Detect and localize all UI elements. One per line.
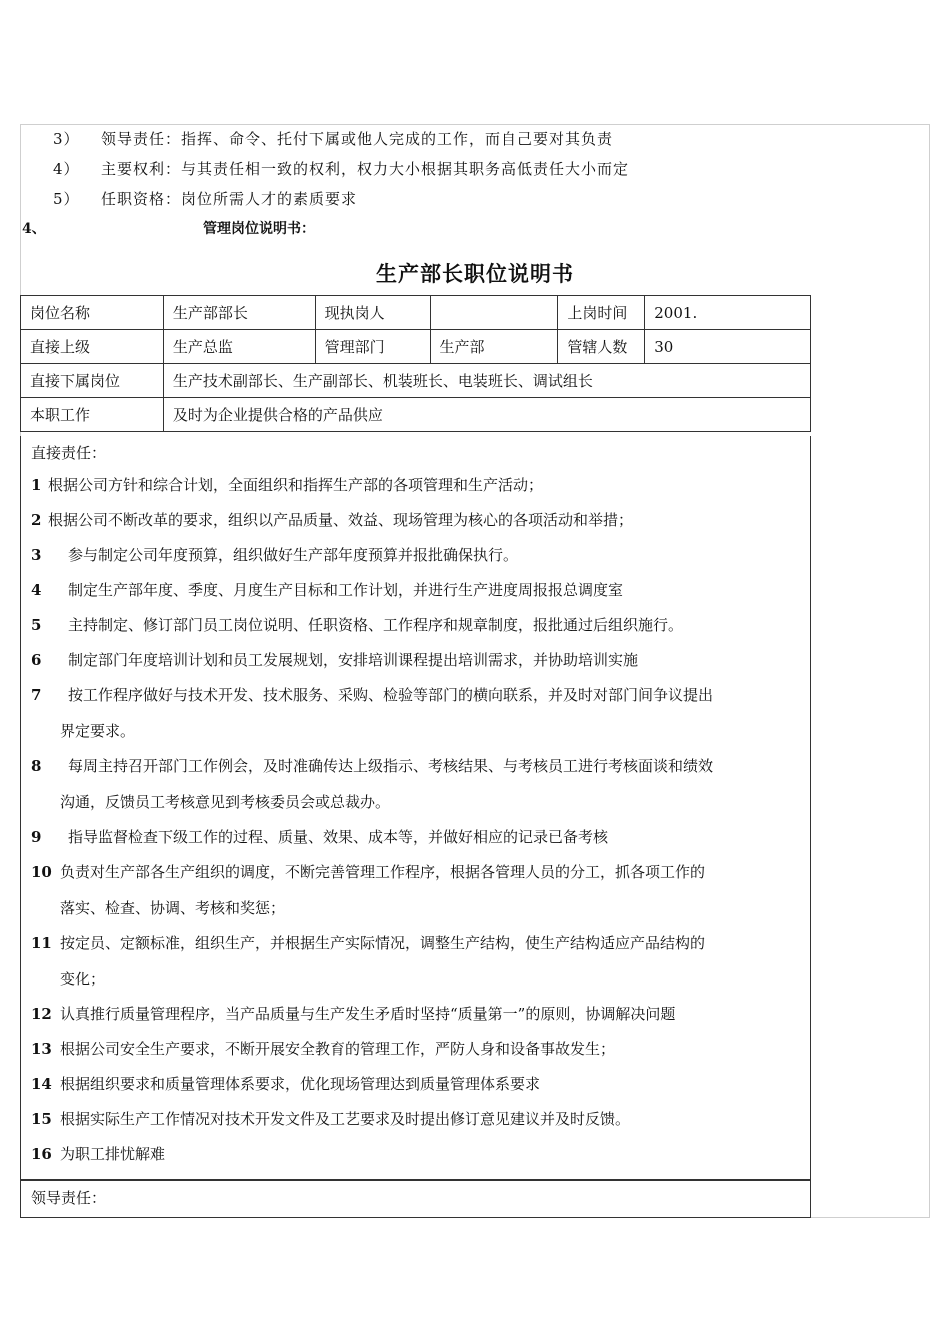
duty-text: 根据公司不断改革的要求，组织以产品质量、效益、现场管理为核心的各项活动和举措； [48,511,634,529]
intro-number: 3） [53,130,80,148]
duty-number: 11 [31,934,52,952]
duty-item [31,1066,800,1102]
duty-number: 9 [31,828,42,846]
section-title: 管理岗位说明书： [203,221,315,237]
direct-duties-section [20,436,811,1180]
value-cell [430,296,558,330]
duty-text: 按工作程序做好与技术开发、技术服务、采购、检验等部门的横向联系，并及时对部门间争议提出 [68,686,714,704]
value-cell: 生产部 [430,330,558,364]
duty-text-continued: 沟通，反馈员工考核意见到考核委员会或总裁办。 [60,793,391,811]
duty-text: 根据组织要求和质量管理体系要求，优化现场管理达到质量管理体系要求 [60,1075,541,1093]
duty-item [31,925,800,997]
duty-text-continued: 界定要求。 [60,722,136,740]
duty-number: 10 [31,863,52,881]
duty-number: 7 [31,686,42,704]
duty-number: 5 [31,616,42,634]
duty-item [31,642,808,678]
duty-text: 按定员、定额标准，组织生产，并根据生产实际情况，调整生产结构，使生产结构适应产品结构的 [60,934,706,952]
duty-text: 参与制定公司年度预算，组织做好生产部年度预算并报批确保执行。 [68,546,519,564]
duty-item [31,502,788,538]
label-cell: 管辖人数 [558,330,645,364]
duties-heading: 直接责任： [31,444,107,462]
duty-text: 指导监督检查下级工作的过程、质量、效果、成本等，并做好相应的记录已备考核 [68,828,609,846]
duty-number: 16 [31,1145,52,1163]
duty-item [31,1136,800,1172]
duty-number: 2 [31,511,42,529]
duty-number: 1 [31,476,42,494]
table-row [21,296,811,330]
section-number: 4、 [22,221,46,237]
intro-text: 主要权利：与其责任相一致的权利，权力大小根据其职务高低责任大小而定 [101,160,630,178]
value-cell: 生产总监 [163,330,315,364]
duty-text-continued: 变化； [60,970,106,988]
intro-item [53,128,613,149]
duty-text: 根据实际生产工作情况对技术开发文件及工艺要求及时提出修订意见建议并及时反馈。 [60,1110,631,1128]
duty-text: 负责对生产部各生产组织的调度，不断完善管理工作程序，根据各管理人员的分工，抓各项工作的 [60,863,706,881]
duty-text: 根据公司安全生产要求，不断开展安全教育的管理工作，严防人身和设备事故发生； [60,1040,616,1058]
label-cell: 岗位名称 [21,296,164,330]
leadership-duties-section [20,1180,811,1218]
section-heading [22,218,315,238]
duty-text: 制定生产部年度、季度、月度生产目标和工作计划，并进行生产进度周报报总调度室 [68,581,624,599]
duty-item [31,467,788,503]
duty-number: 12 [31,1005,52,1023]
duty-number: 13 [31,1040,52,1058]
duty-number: 3 [31,546,42,564]
duty-item [31,572,808,608]
table-row [21,398,811,432]
duty-item [31,748,808,820]
label-cell: 现执岗人 [315,296,430,330]
label-cell: 管理部门 [315,330,430,364]
table-row [21,364,811,398]
duty-text: 认真推行质量管理程序，当产品质量与生产发生矛盾时坚持“质量第一”的原则，协调解决问题 [60,1005,676,1023]
leadership-heading: 领导责任： [31,1189,107,1207]
position-info-table [20,295,811,432]
duty-number: 4 [31,581,42,599]
duty-text: 根据公司方针和综合计划，全面组织和指挥生产部的各项管理和生产活动； [48,476,544,494]
value-cell: 2001. [645,296,811,330]
duty-item [31,677,808,749]
duty-item [31,1031,800,1067]
intro-item [53,158,629,179]
value-cell: 生产技术副部长、生产副部长、机装班长、电装班长、调试组长 [163,364,810,398]
duty-item [31,996,800,1032]
intro-item [53,188,357,209]
label-cell: 本职工作 [21,398,164,432]
duty-text: 主持制定、修订部门员工岗位说明、任职资格、工作程序和规章制度，报批通过后组织施行。 [68,616,684,634]
value-cell: 生产部部长 [163,296,315,330]
intro-number: 4） [53,160,80,178]
intro-text: 任职资格：岗位所需人才的素质要求 [101,190,358,208]
label-cell: 上岗时间 [558,296,645,330]
value-cell: 30 [645,330,811,364]
duty-item [31,607,808,643]
duty-text: 为职工排忧解难 [60,1145,166,1163]
duty-item [31,854,800,926]
table-row [21,330,811,364]
duty-item [31,819,808,855]
label-cell: 直接下属岗位 [21,364,164,398]
duty-item [31,1101,800,1137]
duty-number: 8 [31,757,42,775]
duty-number: 14 [31,1075,52,1093]
label-cell: 直接上级 [21,330,164,364]
duty-text: 制定部门年度培训计划和员工发展规划，安排培训课程提出培训需求，并协助培训实施 [68,651,639,669]
duty-text-continued: 落实、检查、协调、考核和奖惩； [60,899,286,917]
duty-number: 15 [31,1110,52,1128]
value-cell: 及时为企业提供合格的产品供应 [163,398,810,432]
duty-number: 6 [31,651,42,669]
duty-item [31,537,808,573]
intro-text: 领导责任：指挥、命令、托付下属或他人完成的工作，而自己要对其负责 [101,130,614,148]
intro-number: 5） [53,190,80,208]
duty-text: 每周主持召开部门工作例会，及时准确传达上级指示、考核结果、与考核员工进行考核面谈和绩效 [68,757,714,775]
document-title: 生产部长职位说明书 [376,261,574,286]
